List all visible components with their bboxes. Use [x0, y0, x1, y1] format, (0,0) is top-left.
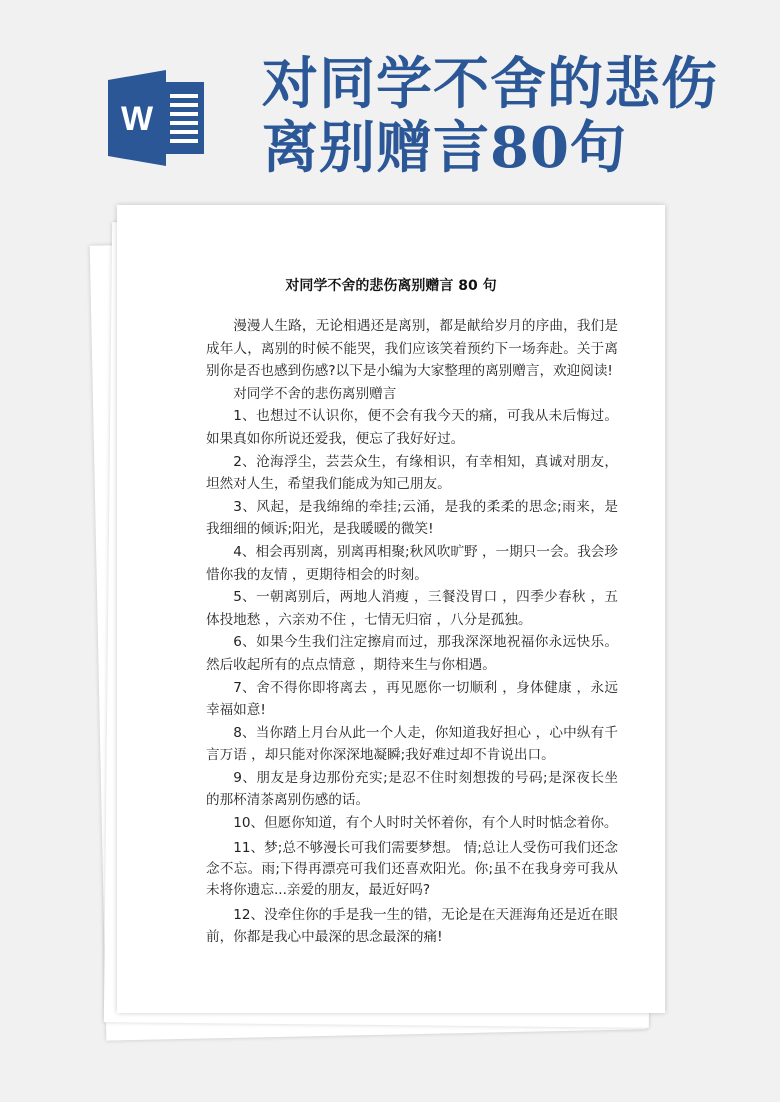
quote-paragraph: 8、当你踏上月台从此一个人走，你知道我好担心 ，心中纵有千言万语 ，却只能对你深深地凝瞬;我好难过却不肯说出口。: [206, 724, 618, 764]
document-body: [206, 315, 618, 949]
header-title-line1: 对同学不舍的悲伤: [262, 51, 718, 117]
quote-paragraph: 10、但愿你知道，有个人时时关怀着你，有个人时时惦念着你。: [233, 815, 618, 832]
word-icon-letter: W: [120, 100, 154, 138]
quote-paragraph: 11、梦;总不够漫长可我们需要梦想。 情;总让人受伤可我们还念念不忘。雨;下得再漂亮可我们还喜欢阳光。你;虽不在我身旁可我从未将你遗忘...亲爱的朋友，最近好吗?: [206, 839, 618, 898]
document-page: [117, 205, 665, 1013]
quote-paragraph: 1、也想过不认识你，便不会有我今天的痛，可我从未后悔过。如果真如你所说还爱我，便忘了我好好过。: [206, 408, 618, 447]
quote-paragraph: 7、舍不得你即将离去 ，再见愿你一切顺利 ，身体健康 ，永远幸福如意!: [206, 679, 618, 719]
header-title-line2: 离别赠言80句: [262, 115, 627, 181]
quote-paragraph: 3、风起，是我绵绵的牵挂;云涌，是我的柔柔的思念;雨来，是我细细的倾诉;阳光，是我暖暖的微笑!: [206, 498, 618, 538]
quote-paragraph: 9、朋友是身边那份充实;是忍不住时刻想拨的号码;是深夜长坐的那杯清茶离别伤感的话。: [206, 769, 618, 809]
header-title: [262, 52, 718, 180]
intro-paragraph: 漫漫人生路，无论相遇还是离别，都是献给岁月的序曲，我们是成年人，离别的时候不能哭，我们应该笑着预约下一场奔赴。关于离别你是否也感到伤感?以下是小编为大家整理的离别赠言，欢迎阅读!: [206, 318, 618, 380]
quote-paragraph: 12、没牵住你的手是我一生的错，无论是在天涯海角还是近在眼前，你都是我心中最深的思念最深的痛!: [206, 906, 618, 946]
word-icon: [108, 70, 208, 166]
document-title: 对同学不舍的悲伤离别赠言 80 句: [285, 278, 497, 294]
quote-paragraph: 6、如果今生我们注定擦肩而过，那我深深地祝福你永远快乐。然后收起所有的点点情意 ，期待来生与你相遇。: [206, 634, 618, 673]
quote-paragraph: 5、一朝离别后，两地人消瘦 ，三餐没胃口 ，四季少春秋 ，五体投地愁 ，六亲劝不住 ，七情无归宿 ，八分是孤独。: [206, 589, 618, 628]
quote-paragraph: 4、相会再别离，别离再相聚;秋风吹旷野 ，一期只一会。我会珍惜你我的友情 ，更期待相会的时刻。: [206, 543, 618, 583]
quote-paragraph: 2、沧海浮尘，芸芸众生，有缘相识，有幸相知，真诚对朋友，坦然对人生，希望我们能成为知己朋友。: [206, 453, 618, 493]
section-heading: 对同学不舍的悲伤离别赠言: [233, 385, 397, 402]
